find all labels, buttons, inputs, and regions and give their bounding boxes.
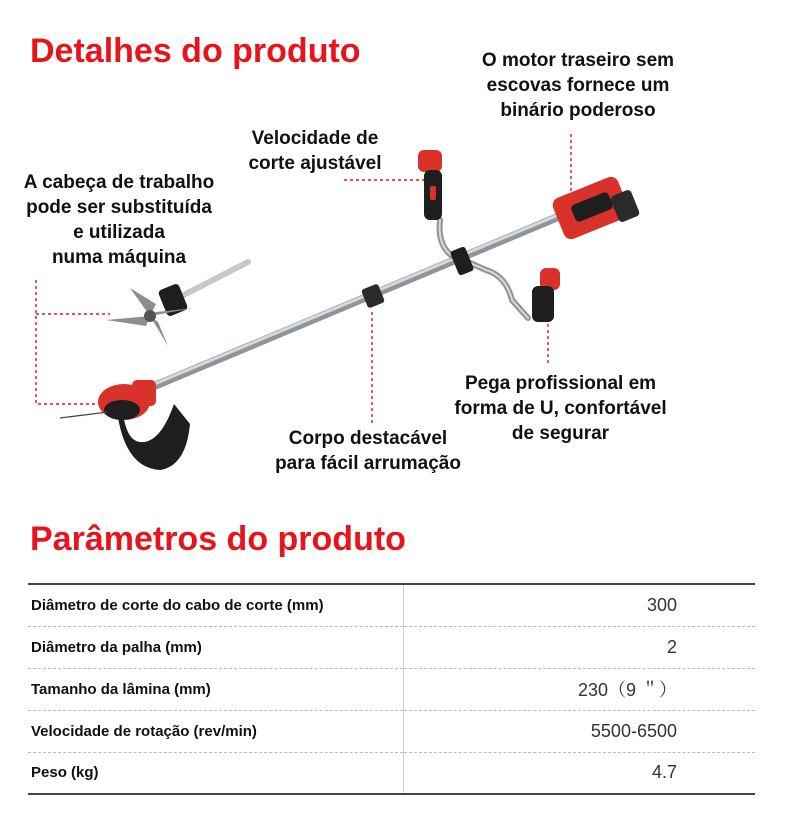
speed-callout <box>232 126 398 176</box>
head-callout-line-1: A cabeça de trabalho <box>23 172 215 193</box>
param-label: Diâmetro de corte do cabo de corte (mm) <box>28 584 404 626</box>
grip-callout-line-1: Pega profissional em <box>464 373 657 394</box>
param-value: 4.7 <box>404 752 756 794</box>
param-value: 5500-6500 <box>404 710 756 752</box>
head-leader-line-lower <box>36 280 100 404</box>
grip-callout-line-2: forma de U, confortável <box>454 398 667 419</box>
table-row <box>28 752 755 794</box>
body-callout <box>258 426 478 476</box>
table-row <box>28 626 755 668</box>
details-title: Detalhes do produto <box>30 32 361 70</box>
param-label: Peso (kg) <box>28 752 404 794</box>
rear-motor <box>550 174 640 241</box>
param-label: Velocidade de rotação (rev/min) <box>28 710 404 752</box>
body-callout-line-1: Corpo destacável <box>288 428 448 449</box>
param-label: Tamanho da lâmina (mm) <box>28 668 404 710</box>
head-callout-line-3: e utilizada <box>73 222 165 243</box>
table-row <box>28 710 755 752</box>
param-value: 300 <box>404 584 756 626</box>
param-value: 2 <box>404 626 756 668</box>
motor-callout-line-1: O motor traseiro sem <box>481 50 675 71</box>
head-callout <box>4 170 234 270</box>
grip-callout-line-3: de segurar <box>511 423 610 444</box>
trimmer-head <box>60 380 190 470</box>
motor-callout-line-3: binário poderoso <box>500 100 656 121</box>
body-callout-line-2: para fácil arrumação <box>275 453 461 474</box>
params-title: Parâmetros do produto <box>30 520 406 558</box>
table-row <box>28 584 755 626</box>
param-label: Diâmetro da palha (mm) <box>28 626 404 668</box>
motor-callout-line-2: escovas fornece um <box>486 75 670 96</box>
head-callout-line-2: pode ser substituída <box>26 197 212 218</box>
throttle-handle <box>418 150 442 220</box>
speed-callout-line-2: corte ajustável <box>248 153 382 174</box>
head-callout-line-4: numa máquina <box>51 247 187 268</box>
blade-attachment <box>106 262 248 346</box>
right-grip <box>532 268 560 322</box>
speed-callout-line-1: Velocidade de <box>251 128 379 149</box>
table-row <box>28 668 755 710</box>
motor-callout <box>452 48 704 123</box>
param-value: 230（9 ＂） <box>404 668 756 710</box>
params-table <box>28 583 755 795</box>
